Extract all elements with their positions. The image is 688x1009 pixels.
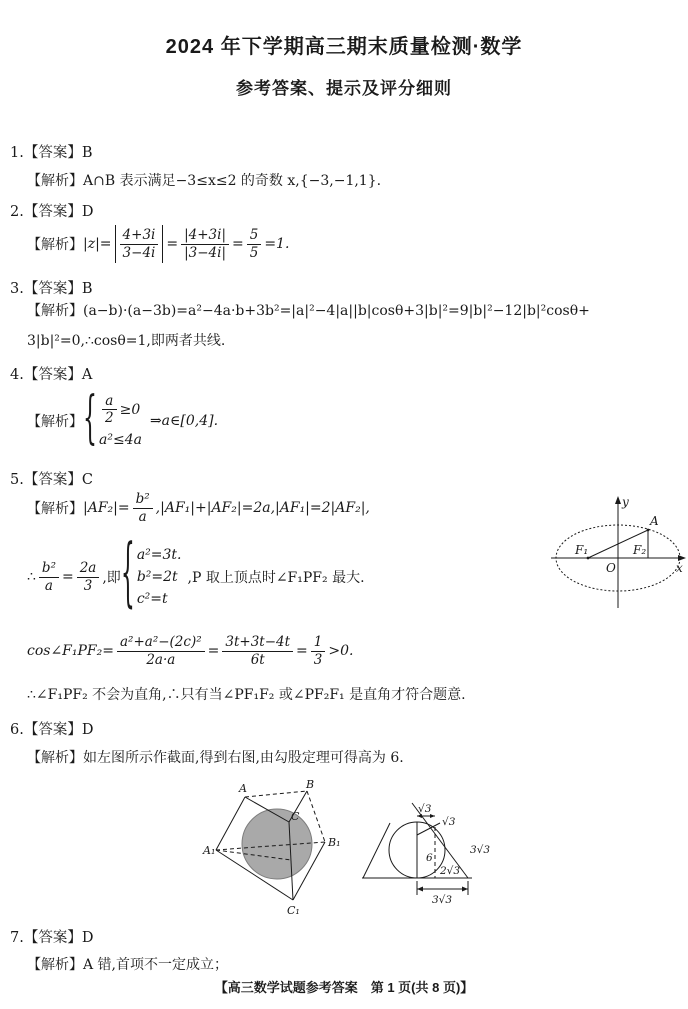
height-label: 6 (426, 852, 433, 864)
y-axis-arrow (615, 496, 621, 504)
q7-answer: 7.【答案】D (10, 930, 94, 946)
equals-sign: = (296, 643, 308, 659)
arrowhead (417, 887, 423, 892)
q5-l3-prefix: cos∠F₁PF₂= (27, 643, 114, 659)
vertex-C-label: C (291, 810, 300, 823)
q5-line2 (27, 533, 365, 621)
x-axis-label: x (676, 561, 683, 575)
bottom-width-label: 3√3 (432, 894, 453, 906)
vertex-B-label: B (306, 778, 315, 791)
denominator: 2 (105, 410, 114, 427)
cross-section-figure (360, 785, 500, 915)
denominator: 2a·a (146, 651, 176, 668)
point-A (647, 529, 650, 532)
point-A-label: A (650, 514, 659, 528)
fraction (247, 227, 262, 262)
numerator: 2a (77, 560, 100, 578)
q2-prefix: |z|= (83, 236, 112, 252)
numerator: 5 (247, 227, 262, 245)
page-title: 2024 年下学期高三期末质量检测·数学 (165, 36, 523, 58)
edge-A-A1 (216, 797, 245, 850)
focus-F1-label: F₁ (575, 543, 589, 557)
denominator: 3 (83, 577, 93, 594)
vertex-C1-label: C₁ (287, 904, 300, 917)
fraction (222, 634, 293, 669)
equals-sign: = (232, 236, 244, 252)
denominator: 3 (313, 651, 323, 668)
numerator: 3t+3t−4t (222, 634, 293, 652)
equals-sign: = (166, 236, 179, 252)
denominator: a (138, 508, 147, 525)
focus-F2-label: F₂ (633, 543, 647, 557)
equals-sign: = (61, 569, 74, 585)
q5-l3-tail: >0. (328, 643, 354, 659)
fraction (181, 227, 229, 262)
numerator: 1 (311, 634, 326, 652)
therefore-sign: ∴ (27, 569, 36, 585)
denominator: |3−4i| (184, 244, 226, 261)
prism-sphere-figure (203, 780, 343, 918)
y-axis-label: y (622, 495, 629, 509)
numerator: b² (39, 560, 59, 578)
jiexi-label: 【解析】 (27, 237, 83, 253)
fraction (102, 393, 117, 428)
numerator: a (102, 393, 117, 411)
q3-answer: 3.【答案】B (10, 281, 93, 297)
focus-F1-point (587, 557, 590, 560)
fraction (77, 560, 100, 595)
case-2: a²≤4a (99, 432, 142, 449)
vertex-B1-label: B₁ (328, 836, 341, 849)
cases-group (137, 546, 182, 609)
q2-analysis (27, 218, 289, 270)
case-1 (99, 393, 142, 428)
q2-tail: =1. (264, 236, 290, 252)
q5-l2-tail: ,P 取上顶点时∠F₁PF₂ 最大. (187, 570, 365, 586)
q3-analysis-line2: 3|b|²=0,∴cosθ=1,即两者共线. (27, 333, 226, 349)
jiexi-label: 【解析】 (27, 501, 83, 517)
q5-l1-prefix: |AF₂|= (83, 500, 130, 516)
q1-answer: 1.【答案】B (10, 145, 93, 161)
case-1: a²=3t. (136, 546, 182, 563)
vertex-A1-label: A₁ (203, 844, 216, 857)
fraction (133, 491, 153, 526)
left-brace: { (83, 387, 97, 453)
q4-analysis (27, 383, 218, 459)
numerator: b² (133, 491, 153, 509)
vertex-A-label: A (239, 782, 247, 795)
q2-answer: 2.【答案】D (10, 204, 94, 220)
q3-analysis-line1: 【解析】(a−b)·(a−3b)=a²−4a·b+3b²=|a|²−4|a||b|cosθ+3|b|²=9|b|²−12|b|²cosθ+ (27, 303, 590, 319)
side-label: 3√3 (470, 844, 491, 856)
ellipse-figure (548, 492, 688, 614)
edge-A-B (245, 791, 307, 797)
fraction (311, 634, 326, 669)
q1-analysis: 【解析】A∩B 表示满足−3≤x≤2 的奇数 x,{−3,−1,1}. (27, 173, 382, 189)
numerator: a²+a²−(2c)² (117, 634, 205, 652)
numerator: 4+3i (120, 227, 159, 245)
page-subtitle: 参考答案、提示及评分细则 (236, 79, 452, 98)
top-width-label: √3 (418, 803, 432, 815)
page-footer: 【高三数学试题参考答案 第 1 页(共 8 页)】 (214, 980, 474, 995)
q4-conclusion: ⇒a∈[0,4]. (149, 413, 219, 429)
jiexi-label: 【解析】 (27, 414, 83, 430)
q6-answer: 6.【答案】D (10, 722, 94, 738)
arrowhead (462, 887, 468, 892)
denominator: 6t (250, 651, 265, 668)
cases-group (99, 393, 142, 450)
q5-answer: 5.【答案】C (10, 472, 93, 488)
left-slant (363, 823, 390, 878)
numerator: |4+3i| (181, 227, 229, 245)
case-2: b²=2t (136, 568, 178, 585)
q5-line3 (27, 628, 353, 674)
equals-sign: = (207, 643, 220, 659)
case-1-tail: ≥0 (119, 401, 141, 418)
origin-label: O (606, 561, 616, 575)
case-3: c²=t (136, 591, 168, 608)
q5-l1-tail: ,|AF₁|+|AF₂|=2a,|AF₁|=2|AF₂|, (155, 500, 370, 516)
left-brace: { (120, 532, 135, 618)
fraction (117, 634, 205, 669)
q7-analysis: 【解析】A 错,首项不一定成立； (27, 957, 229, 973)
q6-analysis: 【解析】如左图所示作截面,得到右图,由勾股定理可得高为 6. (27, 750, 404, 766)
fraction (39, 560, 59, 595)
q5-line4: ∴∠F₁PF₂ 不会为直角,∴只有当∠PF₁F₂ 或∠PF₂F₁ 是直角才符合题意. (27, 687, 466, 703)
fraction (115, 225, 164, 264)
q4-answer: 4.【答案】A (10, 367, 93, 383)
lower-segment-label: 2√3 (440, 865, 461, 877)
q5-line1 (27, 485, 370, 531)
denominator: a (44, 577, 53, 594)
denominator: 5 (249, 244, 259, 261)
slant-label: √3 (442, 816, 456, 828)
q5-l2-mid: ,即 (102, 570, 121, 586)
denominator: 3−4i (122, 244, 156, 261)
